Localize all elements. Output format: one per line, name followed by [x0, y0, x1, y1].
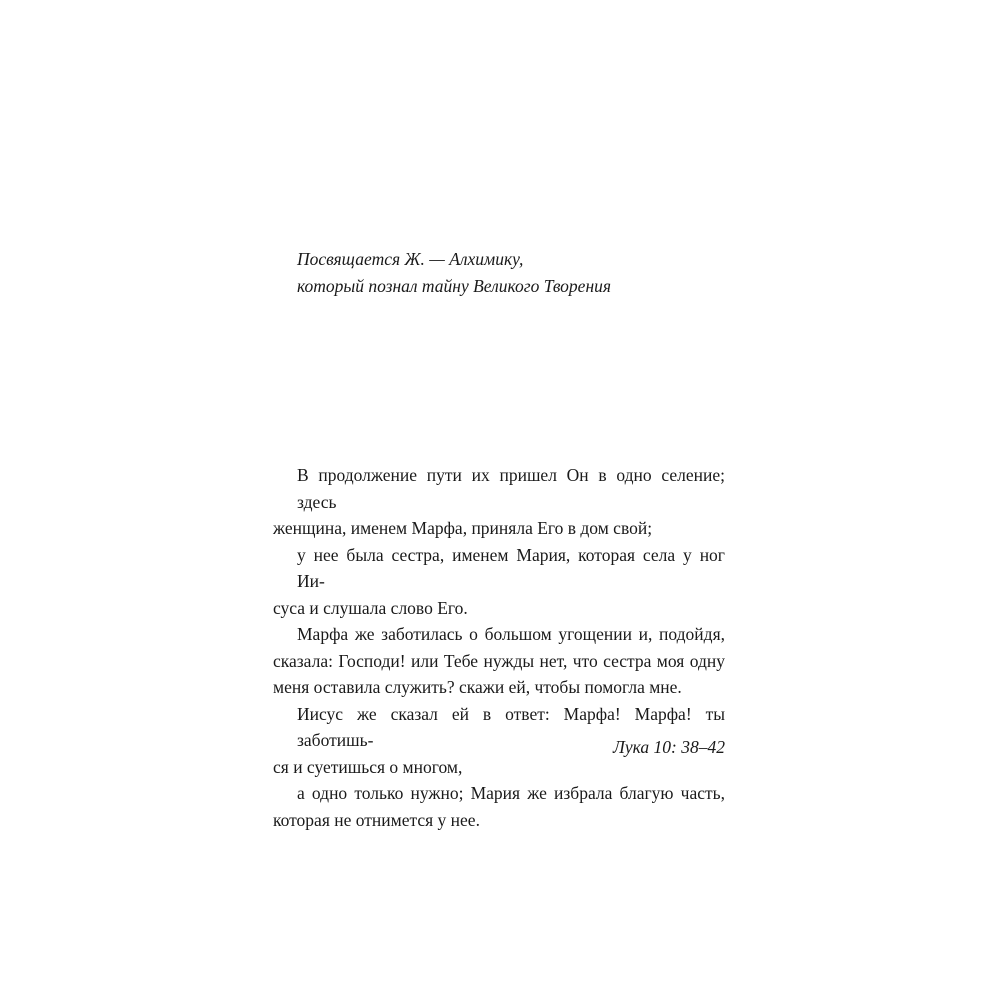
dedication-line-2: который познал тайну Великого Творения: [297, 276, 612, 296]
bible-citation: Лука 10: 38–42: [613, 737, 725, 757]
epigraph-line-11: которая не отнимется у нее.: [273, 809, 480, 830]
epigraph-line-2: женщина, именем Марфа, приняла Его в дом свой;: [273, 518, 653, 538]
epigraph: [273, 462, 725, 833]
epigraph-line-4: суса и слушала слово Его.: [273, 597, 468, 618]
epigraph-line-7: меня оставила служить? скажи ей, чтобы помогла мне.: [273, 677, 682, 697]
epigraph-line-8: Иисус же сказал ей в ответ: Марфа! Марфа! ты заботишь-: [297, 703, 725, 750]
epigraph-line-10: а одно только нужно; Мария же избрала благую часть,: [297, 783, 725, 803]
epigraph-line-1: В продолжение пути их пришел Он в одно селение; здесь: [297, 465, 725, 512]
epigraph-line-5: Марфа же заботилась о большом угощении и, подойдя,: [297, 624, 725, 644]
dedication: [297, 246, 717, 300]
epigraph-line-9: ся и суетишься о многом,: [273, 756, 463, 777]
epigraph-line-6: сказала: Господи! или Тебе нужды нет, что сестра моя одну: [273, 650, 725, 671]
epigraph-line-3: у нее была сестра, именем Мария, которая села у ног Ии-: [297, 544, 725, 591]
dedication-line-1: Посвящается Ж. — Алхимику,: [297, 249, 524, 269]
